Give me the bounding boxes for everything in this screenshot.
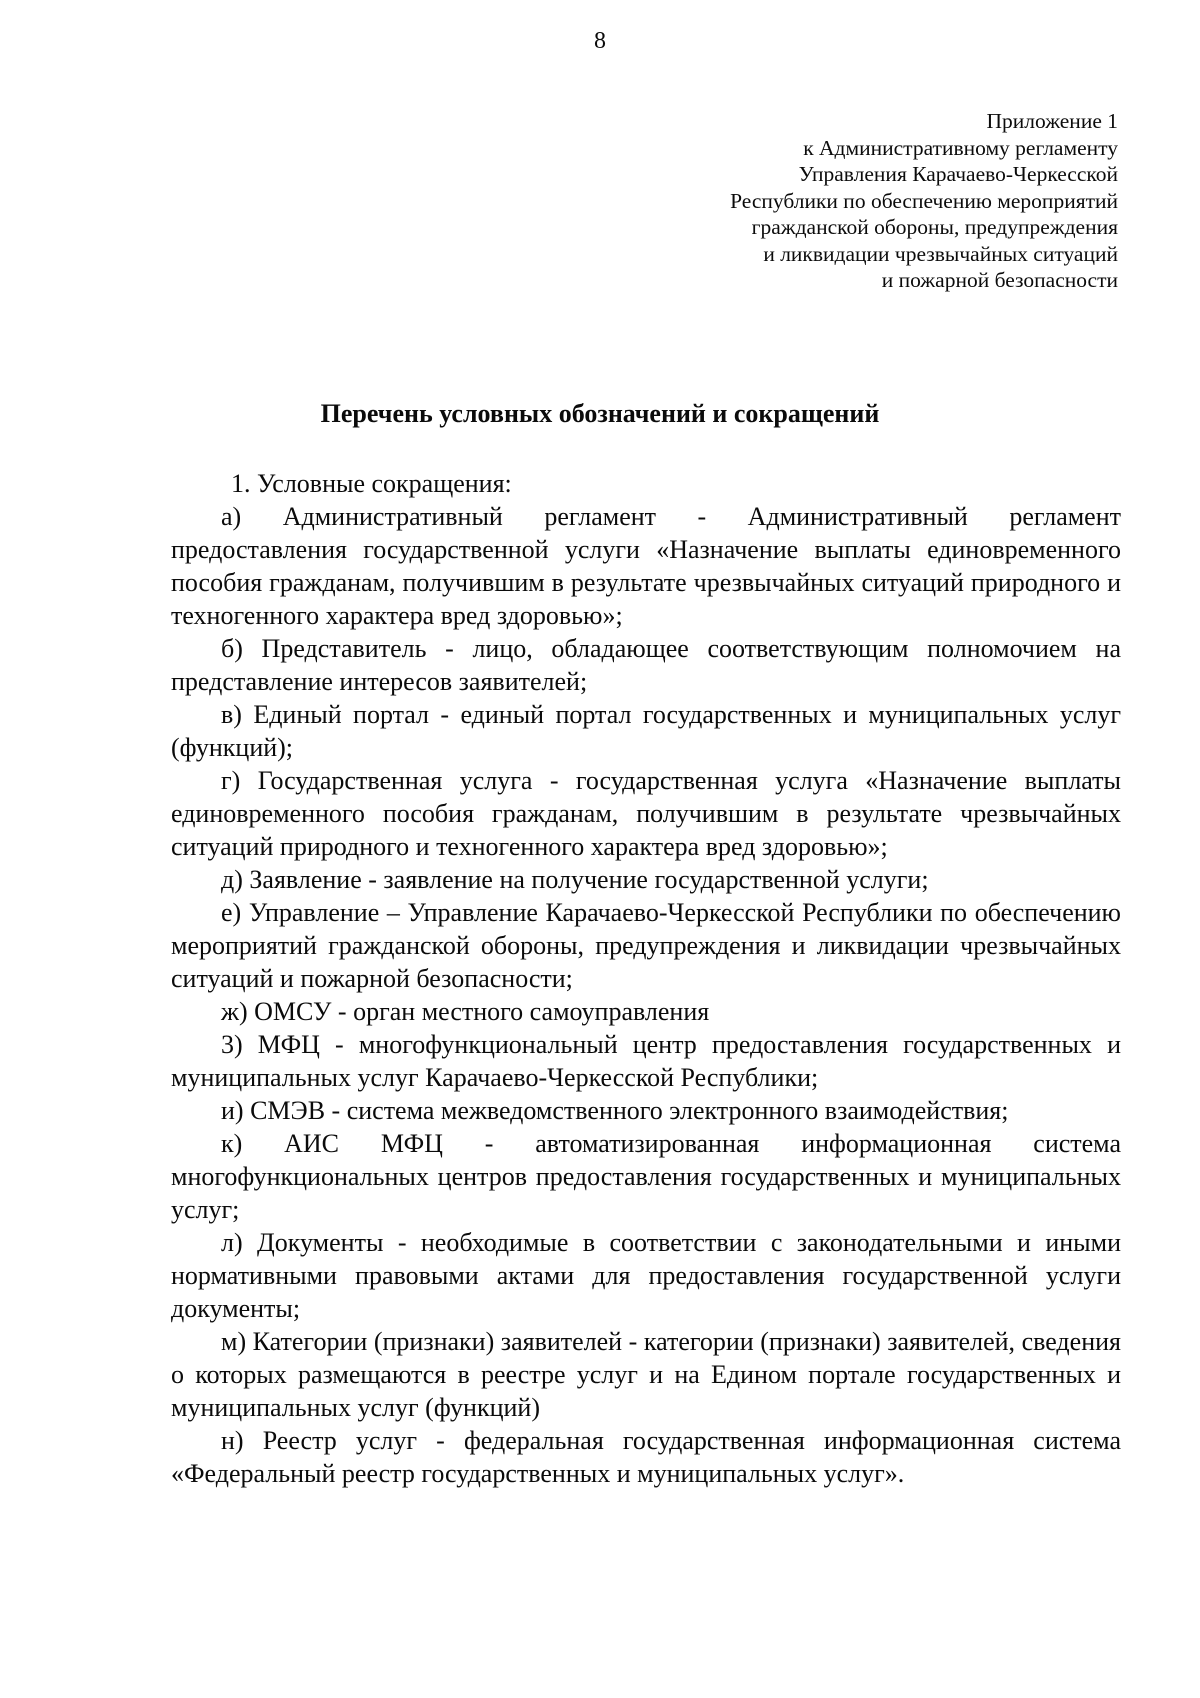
list-item: ж) ОМСУ - орган местного самоуправления — [221, 997, 710, 1026]
appendix-line: Управления Карачаево-Черкесской — [798, 162, 1118, 186]
list-item: к) АИС МФЦ - автоматизированная информационная система многофункциональных центров предоставления государственных и муниципальных услуг; — [171, 1129, 1121, 1224]
list-item: б) Представитель - лицо, обладающее соответствующим полномочием на представление интересов заявителей; — [171, 634, 1121, 696]
list-item: е) Управление – Управление Карачаево-Черкесской Республики по обеспечению мероприятий гражданской обороны, предупреждения и ликвидации чрезвычайных ситуаций и пожарной безопасности; — [171, 898, 1121, 993]
list-item: а) Административный регламент - Административный регламент предоставления государственной услуги «Назначение выплаты единовременного пособия гражданам, получившим в результате чрезвычайных ситуаций природного и техногенного характера вред здоровью»; — [171, 502, 1121, 630]
list-item: г) Государственная услуга - государственная услуга «Назначение выплаты единовременного пособия гражданам, получившим в результате чрезвычайных ситуаций природного и техногенного характера вред здоровью»; — [171, 766, 1121, 861]
list-item: в) Единый портал - единый портал государственных и муниципальных услуг (функций); — [171, 700, 1121, 762]
appendix-header — [730, 108, 1118, 294]
abbreviations-list — [171, 467, 1121, 1490]
list-item: 3) МФЦ - многофункциональный центр предоставления государственных и муниципальных услуг Карачаево-Черкесской Республики; — [171, 1030, 1121, 1092]
page-number: 8 — [594, 28, 606, 54]
list-item: д) Заявление - заявление на получение государственной услуги; — [221, 865, 929, 894]
appendix-line: и пожарной безопасности — [881, 268, 1118, 292]
list-item: л) Документы - необходимые в соответствии с законодательными и иными нормативными правовыми актами для предоставления государственной услуги документы; — [171, 1228, 1121, 1323]
section-heading: 1. Условные сокращения: — [231, 469, 512, 498]
appendix-line: гражданской обороны, предупреждения — [751, 215, 1118, 239]
list-item: м) Категории (признаки) заявителей - категории (признаки) заявителей, сведения о которых размещаются в реестре услуг и на Едином портале государственных и муниципальных услуг (функций) — [171, 1327, 1121, 1422]
list-item: н) Реестр услуг - федеральная государственная информационная система «Федеральный реестр государственных и муниципальных услуг». — [171, 1426, 1121, 1488]
list-item: и) СМЭВ - система межведомственного электронного взаимодействия; — [221, 1096, 1009, 1125]
appendix-line: и ликвидации чрезвычайных ситуаций — [763, 241, 1118, 266]
document-title: Перечень условных обозначений и сокращений — [320, 399, 880, 428]
appendix-line: к Административному регламенту — [803, 135, 1118, 160]
appendix-line: Приложение 1 — [986, 109, 1118, 133]
appendix-line: Республики по обеспечению мероприятий — [730, 188, 1118, 213]
